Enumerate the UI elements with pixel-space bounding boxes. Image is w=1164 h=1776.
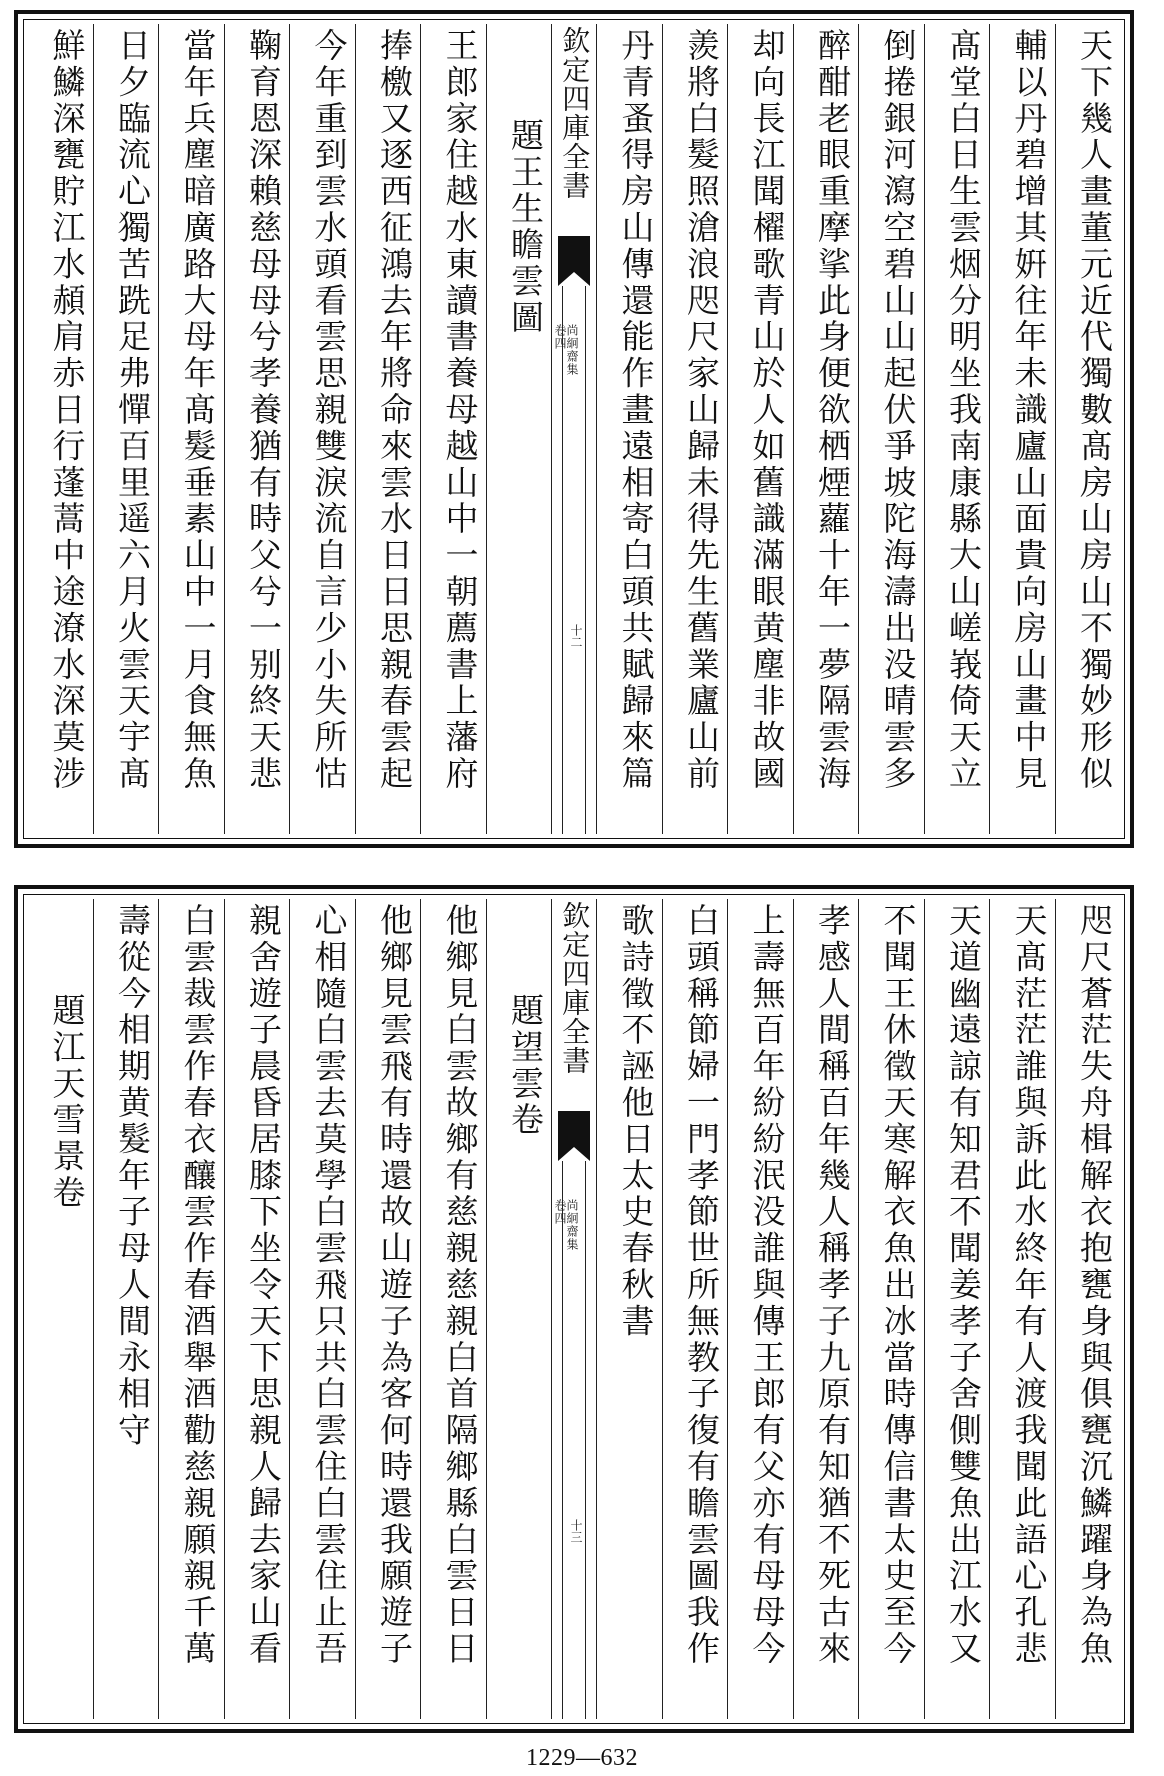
text-column: 日夕臨流心獨苦跣足弗憚百里遥六月火雲天宇髙 [93,24,159,834]
poem-title-column [486,899,552,1719]
text-column: 髙堂白日生雲烟分明坐我南康縣大山嵯峩倚天立 [924,24,990,834]
spine-header: 欽定四庫全書 [558,26,592,200]
text-column: 壽從今相期黄髮年子母人間永相守 [93,899,159,1719]
spine-leaf-number: 十二 [569,624,583,648]
text-column: 咫尺蒼茫失舟楫解衣抱甕身與俱甕沉鱗躍身為魚 [1055,899,1121,1719]
text-column: 鮮鱗深甕貯江水頳肩赤日行蓬蒿中途潦水深莫涉 [47,28,87,793]
text-column: 倒捲銀河瀉空碧山山起伏爭坡陀海濤出没晴雲多 [858,24,924,834]
text-column: 捧檄又逐西征鴻去年將命來雲水日日思親春雲起 [355,24,421,834]
top-page [14,10,1134,848]
book-spine [551,24,596,834]
text-column: 不聞王休徵天寒解衣魚出冰當時傳信書太史至今 [858,899,924,1719]
text-column: 他鄉見雲飛有時還故山遊子為客何時還我願遊子 [355,899,421,1719]
text-column: 醉酣老眼重摩挲此身便欲栖煙蘿十年一夢隔雲海 [793,24,859,834]
text-column: 羨將白髮照滄浪咫尺家山歸未得先生舊業廬山前 [662,24,728,834]
book-spine [551,899,596,1719]
text-column: 天下幾人畫董元近代獨數髙房山房山不獨妙形似 [1055,24,1121,834]
text-column: 鞠育恩深賴慈母母兮孝養猶有時父兮一别終天悲 [224,24,290,834]
text-column: 却向長江聞櫂歌青山於人如舊識滿眼黄塵非故國 [727,24,793,834]
bottom-columns [28,899,1120,1719]
text-column: 歌詩徵不誣他日太史春秋書 [596,899,662,1719]
text-column: 當年兵塵暗廣路大母年髙髮垂素山中一月食無魚 [158,24,224,834]
spine-leaf-number: 十三 [569,1519,583,1543]
spine-collection-title: 尚絅齋集 [565,1199,579,1251]
bottom-page [14,885,1134,1733]
spine-header: 欽定四庫全書 [558,901,592,1075]
text-column: 今年重到雲水頭看雲思親雙淚流自言少小失所怙 [289,24,355,834]
spine-volume: 卷四 [553,1199,567,1225]
text-column: 親舍遊子晨昏居膝下坐令天下思親人歸去家山看 [224,899,290,1719]
spine-volume: 卷四 [553,324,567,350]
spine-collection-title: 尚絅齋集 [565,324,579,376]
text-column: 白雲裁雲作春衣釀雲作春酒舉酒勸慈親願親千萬 [158,899,224,1719]
text-column: 天髙茫茫誰與訴此水終年有人渡我聞此語心孔悲 [989,899,1055,1719]
text-column: 心相隨白雲去莫學白雲飛只共白雲住白雲住止吾 [289,899,355,1719]
poem-title: 題江天雪景卷 [47,993,87,1212]
text-column: 白頭稱節婦一門孝節世所無教子復有瞻雲圖我作 [662,899,728,1719]
fishtail-mark-icon [558,1111,590,1161]
text-column: 他鄉見白雲故鄉有慈親慈親白首隔鄉縣白雲日日 [420,899,486,1719]
top-columns [28,24,1120,834]
text-column: 輔以丹碧增其姸往年未識廬山面貴向房山畫中見 [989,24,1055,834]
poem-title: 題王生瞻雲圖 [506,118,545,337]
text-column: 丹青蚤得房山傳還能作畫遠相寄白頭共賦歸來篇 [596,24,662,834]
poem-title-column [28,899,93,1719]
text-column: 孝感人間稱百年幾人稱孝子九原有知猶不死古來 [793,899,859,1719]
page-number: 1229—632 [526,1745,638,1771]
poem-title: 題望雲卷 [506,993,545,1139]
poem-title-column [486,24,552,834]
fishtail-mark-icon [558,236,590,286]
text-column: 天道幽遠諒有知君不聞姜孝子舍側雙魚出江水又 [924,899,990,1719]
text-column: 上壽無百年紛紛泯没誰與傳王郎有父亦有母母今 [727,899,793,1719]
text-column: 王郎家住越水東讀書養母越山中一朝薦書上藩府 [420,24,486,834]
